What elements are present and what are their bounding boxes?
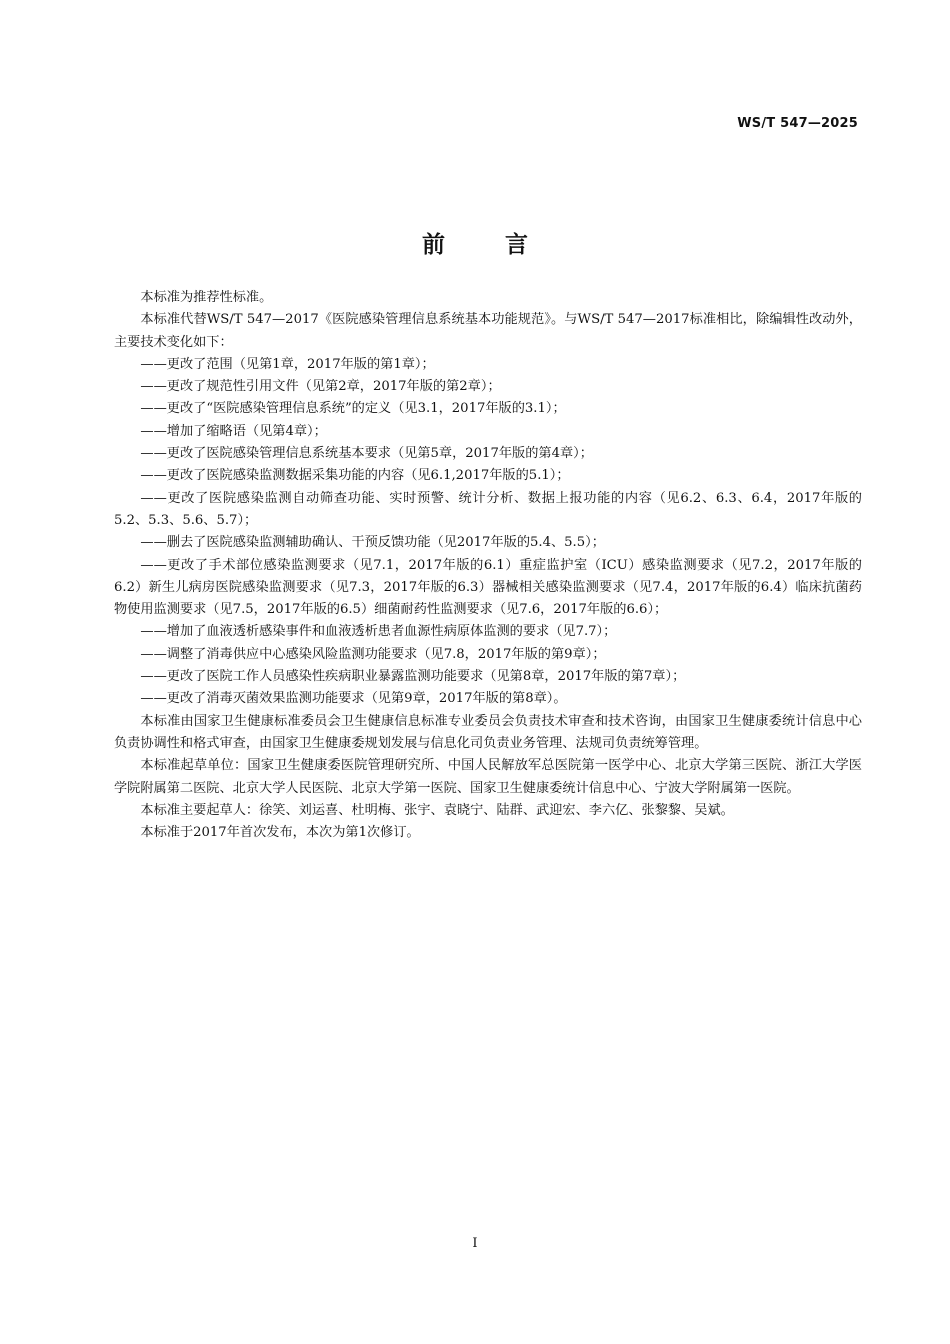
change-item: ——更改了手术部位感染监测要求（见7.1，2017年版的6.1）重症监护室（ICU）感染监测要求（见7.2，2017年版的6.2）新生儿病房医院感染监测要求（见7.3，2017年版的6.3）器械相关感染监测要求（见7.4，2017年版的6.4）临床抗菌药物使用监测要求（见7.5，2017年版的6.5）细菌耐药性监测要求（见7.6，2017年版的6.6）；: [114, 557, 862, 618]
change-item: ——更改了医院感染监测数据采集功能的内容（见6.1,2017年版的5.1）；: [140, 468, 570, 484]
change-item: ——更改了消毒灭菌效果监测功能要求（见第9章，2017年版的第8章）。: [140, 691, 567, 707]
paragraph: 本标准代替WS/T 547—2017《医院感染管理信息系统基本功能规范》。与WS/T 547—2017标准相比，除编辑性改动外，主要技术变化如下：: [114, 312, 862, 350]
page-number: I: [472, 1236, 478, 1251]
paragraph: 本标准起草单位：国家卫生健康委医院管理研究所、中国人民解放军总医院第一医学中心、北京大学第三医院、浙江大学医学院附属第二医院、北京大学人民医院、北京大学第一医院、国家卫生健康委统计信息中心、宁波大学附属第一医院。: [114, 758, 862, 796]
change-item: ——增加了缩略语（见第4章）；: [140, 423, 327, 439]
paragraph: 本标准为推荐性标准。: [140, 290, 273, 305]
change-item: ——更改了规范性引用文件（见第2章，2017年版的第2章）；: [140, 379, 501, 395]
change-item: ——调整了消毒供应中心感染风险监测功能要求（见7.8，2017年版的第9章）；: [140, 646, 606, 662]
document-code: WS/T 547—2025: [737, 116, 858, 131]
paragraph: 本标准主要起草人：徐笑、刘运喜、杜明梅、张宇、袁晓宁、陆群、武迎宏、李六亿、张黎黎、吴斌。: [140, 802, 734, 818]
preface-body: [114, 287, 862, 844]
change-item: ——更改了“医院感染管理信息系统”的定义（见3.1，2017年版的3.1）；: [140, 401, 566, 417]
page-title: 前言: [422, 232, 588, 258]
paragraph: 本标准于2017年首次发布，本次为第1次修订。: [140, 825, 420, 841]
change-item: ——增加了血液透析感染事件和血液透析患者血源性病原体监测的要求（见7.7）；: [140, 624, 617, 640]
change-item: ——更改了医院感染监测自动筛查功能、实时预警、统计分析、数据上报功能的内容（见6.2、6.3、6.4，2017年版的5.2、5.3、5.6、5.7）；: [114, 490, 862, 528]
change-item: ——更改了医院感染管理信息系统基本要求（见第5章，2017年版的第4章）；: [140, 446, 593, 462]
change-item: ——更改了医院工作人员感染性疾病职业暴露监测功能要求（见第8章，2017年版的第7章）；: [140, 669, 686, 685]
change-item: ——删去了医院感染监测辅助确认、干预反馈功能（见2017年版的5.4、5.5）；: [140, 535, 605, 551]
paragraph: 本标准由国家卫生健康标准委员会卫生健康信息标准专业委员会负责技术审查和技术咨询，由国家卫生健康委统计信息中心负责协调性和格式审查，由国家卫生健康委规划发展与信息化司负责业务管理、法规司负责统筹管理。: [114, 713, 862, 751]
change-item: ——更改了范围（见第1章，2017年版的第1章）；: [140, 356, 435, 372]
